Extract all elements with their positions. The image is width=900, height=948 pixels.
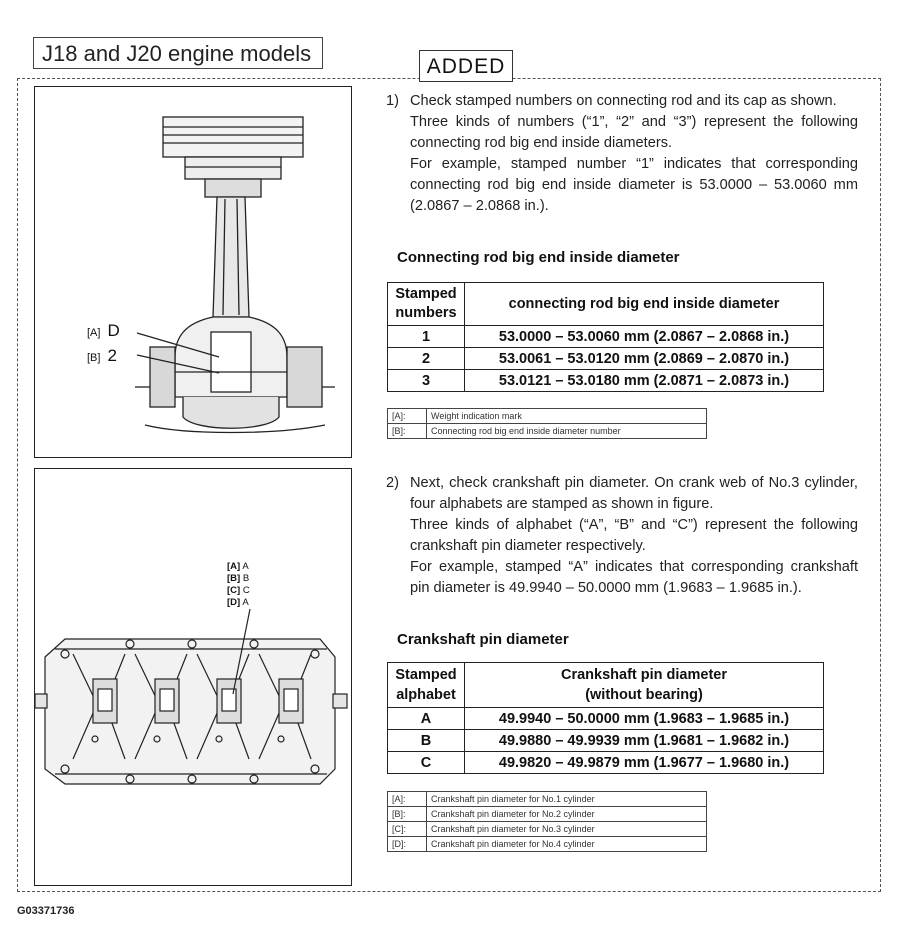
section-title: J18 and J20 engine models xyxy=(33,37,323,69)
table-row xyxy=(388,730,824,752)
section2-heading: Crankshaft pin diameter xyxy=(397,631,569,648)
figure1-legend xyxy=(387,408,707,439)
label-key: [A] xyxy=(227,561,241,572)
legend-text: Crankshaft pin diameter for No.3 cylinder xyxy=(427,822,707,837)
header-line: (without bearing) xyxy=(585,687,703,703)
table-header-cell: connecting rod big end inside diameter xyxy=(465,283,824,326)
table-row xyxy=(388,326,824,348)
crankshaft-figure xyxy=(34,468,352,886)
legend-text: Connecting rod big end inside diameter number xyxy=(427,424,707,439)
label-value: A xyxy=(242,597,249,608)
figure2-legend xyxy=(387,791,707,852)
step-number: 2) xyxy=(386,475,399,491)
table-header-row xyxy=(388,283,824,326)
conrod-diameter-table xyxy=(387,282,824,392)
table-header-row xyxy=(388,663,824,708)
figure2-label-c xyxy=(227,585,250,597)
label-key: [A] xyxy=(87,327,101,339)
figure-code: G03371736 xyxy=(17,905,75,917)
header-line: numbers xyxy=(395,305,457,321)
legend-row xyxy=(388,424,707,439)
legend-key: [A]: xyxy=(388,409,427,424)
legend-key: [A]: xyxy=(388,792,427,807)
legend-text: Weight indication mark xyxy=(427,409,707,424)
connecting-rod-figure xyxy=(34,86,352,458)
table-cell: 49.9880 – 49.9939 mm (1.9681 – 1.9682 in.) xyxy=(465,730,824,752)
crankpin-diameter-table xyxy=(387,662,824,774)
legend-row xyxy=(388,822,707,837)
crankshaft-drawing xyxy=(35,469,350,884)
figure2-label-b xyxy=(227,573,250,585)
legend-row xyxy=(388,807,707,822)
figure1-label-b xyxy=(87,346,117,366)
header-line: Crankshaft pin diameter xyxy=(561,667,727,683)
table-cell: 53.0000 – 53.0060 mm (2.0867 – 2.0868 in.) xyxy=(465,326,824,348)
label-value: 2 xyxy=(107,346,117,365)
legend-key: [D]: xyxy=(388,837,427,852)
legend-text: Crankshaft pin diameter for No.1 cylinder xyxy=(427,792,707,807)
legend-text: Crankshaft pin diameter for No.2 cylinder xyxy=(427,807,707,822)
figure2-label-a xyxy=(227,561,250,573)
label-value: D xyxy=(107,321,120,340)
table-row xyxy=(388,708,824,730)
figure2-labels xyxy=(227,561,250,609)
added-badge: ADDED xyxy=(419,50,513,82)
label-value: B xyxy=(242,573,250,584)
table-cell: 2 xyxy=(388,348,465,370)
step-body xyxy=(386,473,858,599)
section1-heading: Connecting rod big end inside diameter xyxy=(397,249,680,266)
table-cell: A xyxy=(388,708,465,730)
header-line: alphabet xyxy=(396,687,456,703)
section2-paragraph xyxy=(386,473,858,599)
legend-key: [C]: xyxy=(388,822,427,837)
table-row xyxy=(388,752,824,774)
table-row xyxy=(388,370,824,392)
table-header-cell xyxy=(465,663,824,708)
legend-key: [B]: xyxy=(388,424,427,439)
label-value: C xyxy=(242,585,250,596)
label-key: [D] xyxy=(227,597,241,608)
label-key: [C] xyxy=(227,585,241,596)
label-key: [B] xyxy=(227,573,241,584)
instruction-line: Three kinds of numbers (“1”, “2” and “3”) represent the following connecting rod big end inside diameters. xyxy=(410,114,858,151)
instruction-line: Check stamped numbers on connecting rod and its cap as shown. xyxy=(410,93,837,109)
legend-row xyxy=(388,837,707,852)
table-cell: 53.0121 – 53.0180 mm (2.0871 – 2.0873 in.) xyxy=(465,370,824,392)
legend-row xyxy=(388,792,707,807)
label-value: A xyxy=(242,561,249,572)
instruction-line: For example, stamped “A” indicates that corresponding crankshaft pin diameter is 49.9940 – 50.0000 mm (1.9683 – 1.9685 in.). xyxy=(410,559,858,596)
legend-row xyxy=(388,409,707,424)
table-cell: 49.9820 – 49.9879 mm (1.9677 – 1.9680 in.) xyxy=(465,752,824,774)
section1-paragraph xyxy=(386,91,858,217)
table-cell: 3 xyxy=(388,370,465,392)
step-body xyxy=(386,91,858,217)
table-row xyxy=(388,348,824,370)
connecting-rod-drawing xyxy=(35,87,350,456)
legend-key: [B]: xyxy=(388,807,427,822)
table-cell: 49.9940 – 50.0000 mm (1.9683 – 1.9685 in.) xyxy=(465,708,824,730)
table-cell: B xyxy=(388,730,465,752)
table-cell: 53.0061 – 53.0120 mm (2.0869 – 2.0870 in.) xyxy=(465,348,824,370)
table-cell: 1 xyxy=(388,326,465,348)
step-number: 1) xyxy=(386,93,399,109)
figure2-label-d xyxy=(227,597,250,609)
legend-text: Crankshaft pin diameter for No.4 cylinder xyxy=(427,837,707,852)
instruction-line: Next, check crankshaft pin diameter. On crank web of No.3 cylinder, four alphabets are stamped as shown in figure. xyxy=(410,475,858,512)
table-cell: C xyxy=(388,752,465,774)
table-header-cell xyxy=(388,283,465,326)
table-header-cell xyxy=(388,663,465,708)
header-line: Stamped xyxy=(395,667,457,683)
label-key: [B] xyxy=(87,352,101,364)
instruction-line: Three kinds of alphabet (“A”, “B” and “C”) represent the following crankshaft pin diameter respectively. xyxy=(410,517,858,554)
instruction-line: For example, stamped number “1” indicates that corresponding connecting rod big end inside diameter is 53.0000 – 53.0060 mm (2.0867 – 2.0868 in.). xyxy=(410,156,858,214)
header-line: Stamped xyxy=(395,286,457,302)
figure1-label-a xyxy=(87,321,120,341)
